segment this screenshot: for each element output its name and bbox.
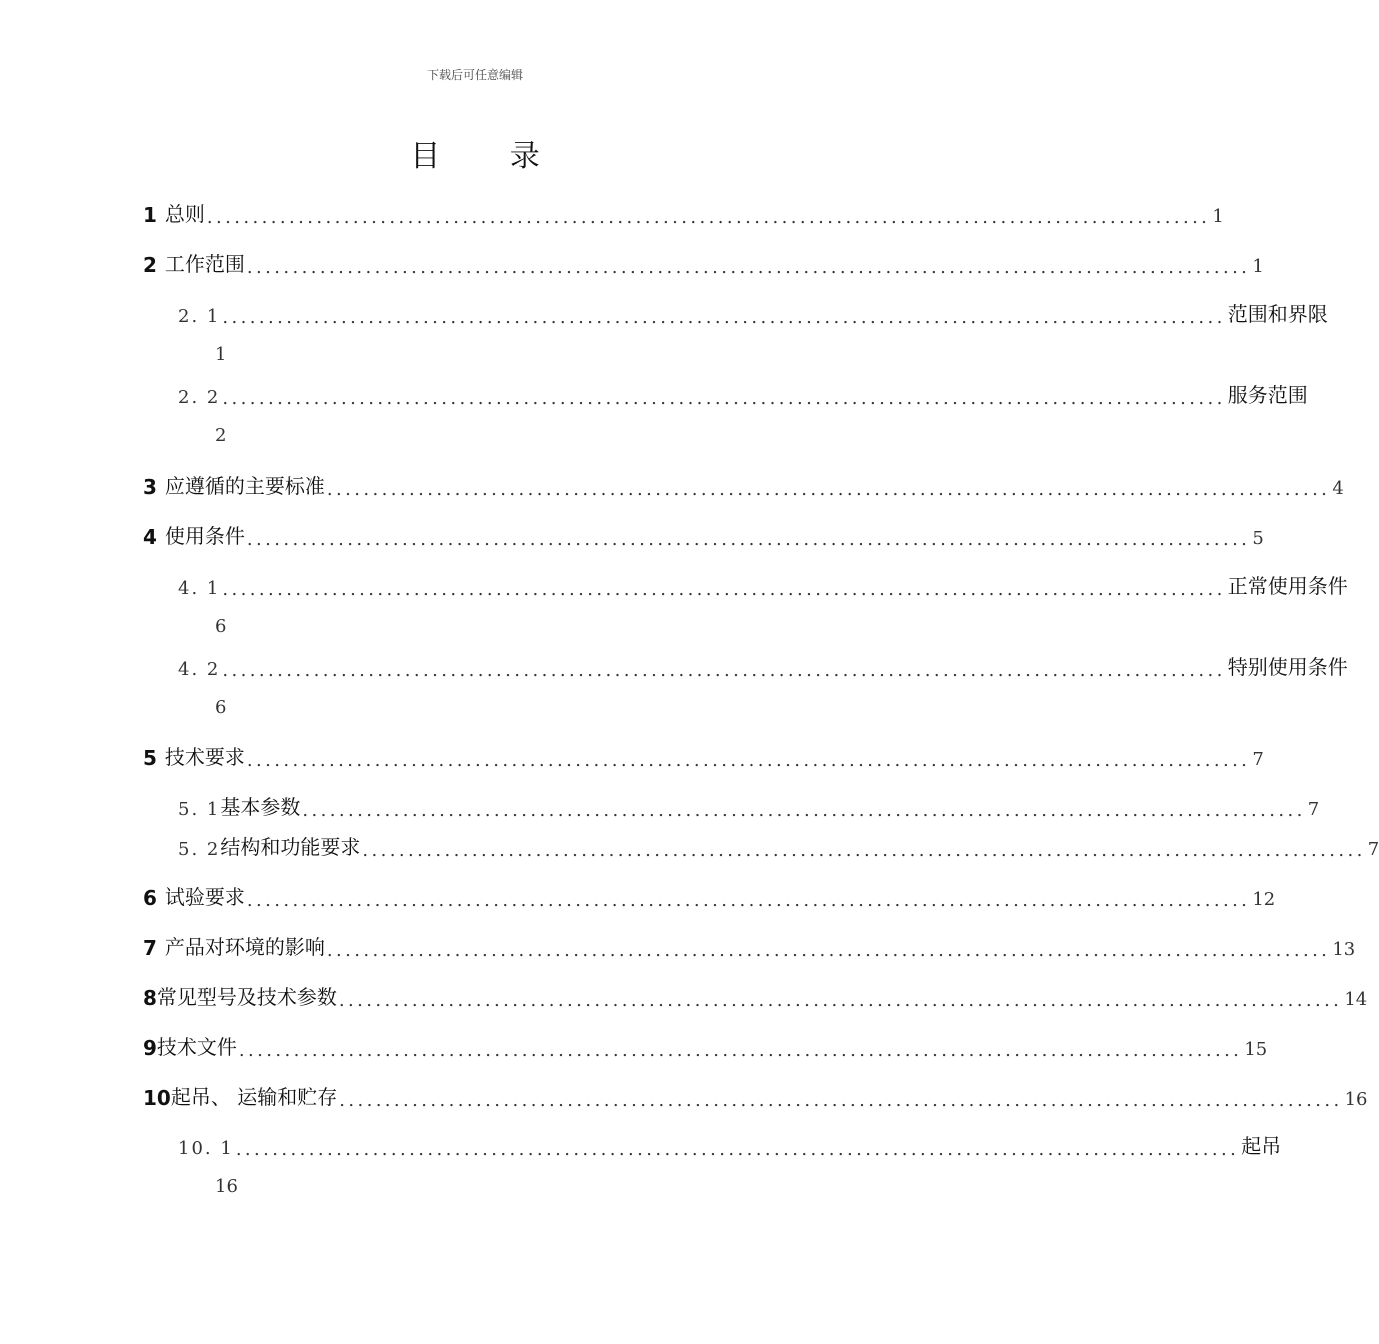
toc-entry-page: 7: [1307, 799, 1320, 820]
toc-entry-number: 4: [143, 525, 157, 549]
toc-leader-dots: ..............................................................................................................: [222, 307, 1226, 328]
toc-entry[interactable]: [143, 469, 1344, 500]
toc-subentry[interactable]: [178, 378, 1308, 409]
toc-entry[interactable]: [143, 197, 1224, 228]
toc-entry-number: 9: [143, 1036, 157, 1060]
page-header-note: 下载后可任意编辑: [426, 68, 523, 82]
toc-entry[interactable]: [143, 1030, 1268, 1061]
toc-entry[interactable]: [143, 1080, 1368, 1111]
toc-entry-page: 12: [1252, 889, 1276, 910]
toc-leader-dots: ..............................................................................................................: [222, 660, 1226, 681]
toc-leader-dots: ..............................................................................................................: [238, 1040, 1243, 1061]
toc-entry-label: 正常使用条件: [1227, 574, 1348, 598]
toc-leader-dots: ..............................................................................................................: [222, 579, 1226, 600]
toc-leader-dots: ..............................................................................................................: [246, 257, 1251, 278]
toc-entry[interactable]: [143, 880, 1276, 911]
toc-entry-label: 试验要求: [164, 885, 245, 909]
toc-entry-label: 常见型号及技术参数: [156, 985, 337, 1009]
toc-entry-number: 2. 1: [178, 306, 221, 327]
toc-entry-label: 使用条件: [164, 524, 245, 548]
toc-entry-page: 7: [1367, 839, 1379, 860]
toc-title: 目 录: [410, 139, 570, 174]
toc-leader-dots: ..............................................................................................................: [206, 207, 1211, 228]
toc-entry-label: 技术要求: [164, 745, 245, 769]
toc-leader-dots: ..............................................................................................................: [246, 890, 1251, 911]
toc-entry-page: 16: [215, 1176, 238, 1197]
toc-entry-number: 2. 2: [178, 387, 221, 408]
toc-entry-number: 5: [143, 746, 157, 770]
toc-leader-dots: ..............................................................................................................: [326, 940, 1331, 961]
toc-entry-page: 14: [1344, 989, 1368, 1010]
toc-entry-number: 8: [143, 986, 157, 1010]
toc-entry-page: 4: [1332, 478, 1344, 499]
toc-entry-page: 7: [1252, 749, 1264, 770]
toc-entry-label: 基本参数: [220, 795, 301, 819]
toc-entry-number: 4. 1: [178, 578, 221, 599]
toc-entry-page: 13: [1332, 939, 1356, 960]
toc-entry[interactable]: [143, 247, 1264, 278]
toc-entry-label: 服务范围: [1227, 383, 1308, 407]
toc-leader-dots: ..............................................................................................................: [302, 800, 1306, 821]
toc-entry-number: 4. 2: [178, 659, 221, 680]
toc-leader-dots: ..............................................................................................................: [338, 990, 1343, 1011]
toc-entry-page: 1: [215, 344, 227, 365]
toc-entry-page: 15: [1244, 1039, 1268, 1060]
toc-entry-page: 16: [1344, 1089, 1368, 1110]
toc-subentry[interactable]: [178, 569, 1348, 600]
toc-entry-number: 10. 1: [178, 1138, 234, 1159]
toc-leader-dots: ..............................................................................................................: [246, 529, 1251, 550]
toc-subentry[interactable]: [178, 830, 1379, 861]
toc-entry-label: 工作范围: [164, 252, 245, 276]
toc-entry-label: 范围和界限: [1227, 302, 1328, 326]
toc-entry-number: 5. 1: [178, 799, 221, 820]
toc-entry[interactable]: [143, 930, 1356, 961]
toc-subentry[interactable]: [178, 650, 1348, 681]
toc-entry-number: 7: [143, 936, 157, 960]
toc-entry-label: 应遵循的主要标准: [164, 474, 325, 498]
toc-leader-dots: ..............................................................................................................: [235, 1139, 1240, 1160]
toc-entry-page: 5: [1252, 528, 1264, 549]
toc-entry-page: 6: [215, 697, 227, 718]
toc-leader-dots: ..............................................................................................................: [246, 750, 1251, 771]
toc-entry[interactable]: [143, 519, 1264, 550]
toc-entry-page: 1: [1212, 206, 1224, 227]
toc-subentry[interactable]: [178, 297, 1328, 328]
toc-entry-page: 2: [215, 425, 227, 446]
toc-entry-label: 起吊、 运输和贮存: [170, 1085, 338, 1109]
toc-entry-page: 6: [215, 616, 227, 637]
toc-entry-label: 总则: [164, 202, 205, 226]
toc-entry-number: 3: [143, 475, 157, 499]
toc-entry-number: 1: [143, 203, 157, 227]
toc-leader-dots: ..............................................................................................................: [362, 840, 1366, 861]
toc-entry-label: 起吊: [1241, 1134, 1282, 1158]
toc-entry[interactable]: [143, 740, 1264, 771]
toc-entry[interactable]: [143, 980, 1368, 1011]
toc-leader-dots: ..............................................................................................................: [339, 1090, 1343, 1111]
toc-entry-label: 技术文件: [156, 1035, 237, 1059]
toc-entry-label: 特别使用条件: [1227, 655, 1348, 679]
toc-entry-page: 1: [1252, 256, 1264, 277]
toc-entry-number: 6: [143, 886, 157, 910]
toc-subentry[interactable]: [178, 790, 1320, 821]
toc-entry-number: 10: [143, 1086, 171, 1110]
toc-leader-dots: ..............................................................................................................: [222, 388, 1226, 409]
toc-leader-dots: ..............................................................................................................: [326, 479, 1331, 500]
toc-entry-number: 5. 2: [178, 839, 221, 860]
toc-entry-number: 2: [143, 253, 157, 277]
toc-entry-label: 产品对环境的影响: [164, 935, 325, 959]
toc-entry-label: 结构和功能要求: [220, 835, 361, 859]
toc-subentry[interactable]: [178, 1129, 1282, 1160]
